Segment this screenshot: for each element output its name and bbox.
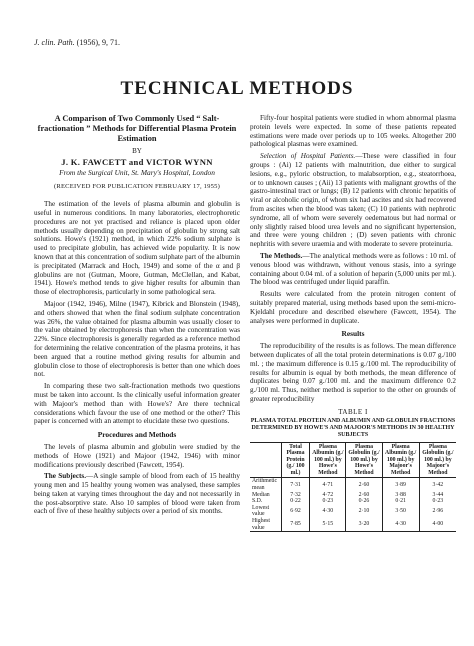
table-cell: 7·31	[281, 478, 310, 492]
table-cell: 0·23	[419, 498, 456, 505]
methods-paragraph-2: Results were calculated from the protein nitrogen content of suitably prepared material, using methods based upon the semi-micro-Kjeldahl procedure and described elsewhere (Fawcett, 1954). The analyses were performed in duplicate.	[250, 290, 456, 325]
table-cell: 3·88	[382, 492, 419, 499]
procedures-heading: Procedures and Methods	[97, 430, 177, 440]
article-title: A Comparison of Two Commonly Used “ Salt-fractionation ” Methods for Differential Plasma Protein Estimation	[37, 114, 237, 143]
table-caption: TABLE I	[338, 407, 368, 416]
results-paragraph: The reproducibility of the results is as follows. The mean difference between duplicates of all the total protein determinations is 0.07 g./100 ml. ; the maximum difference is 0.15 g./100 ml. The reproducibility of results for albumin is equal by both methods, the mean difference of duplicates being 0.07 g./100 ml. and the maximum difference 0.2 g./100 ml. Thus, neither method is superior to the other on grounds of greater reproducibility	[250, 342, 456, 403]
table-row	[250, 478, 456, 492]
subjects-lead: The Subjects.	[44, 472, 87, 481]
selection-lead: Selection of Hospital Patients.	[260, 152, 356, 161]
table-cell: 2·96	[419, 505, 456, 518]
article-authors: J. K. FAWCETT and VICTOR WYNN	[61, 156, 213, 167]
results-heading: Results	[341, 329, 365, 339]
table-cell: 7·85	[281, 518, 310, 532]
table-cell: 5·15	[310, 518, 346, 532]
section-title: TECHNICAL METHODS	[120, 78, 354, 99]
table-cell: Arithmetic mean	[252, 478, 278, 492]
table-row	[250, 492, 456, 499]
table-cell: 2·60	[346, 478, 382, 492]
table-header-cell: Plasma Albumin (g./ 100 ml.) by Majoor's Method	[382, 442, 419, 478]
table-cell: Median	[252, 491, 270, 498]
table-cell: 0·26	[346, 498, 382, 505]
protein-table	[250, 442, 456, 533]
table-cell: Highest value	[250, 518, 281, 532]
table-cell: 7·32	[281, 492, 310, 499]
table-cell: 4·72	[310, 492, 346, 499]
left-column	[34, 114, 240, 519]
intro-paragraph-3: In comparing these two salt-fractionation methods two questions must be taken into account. Is the clinically useful information greater with Majoor's method than with Howe's? Are there technical considerations which favour the use of one method or the other? This paper is concerned with an attempt to elucidate these two questions.	[34, 382, 240, 426]
methods-lead: The Methods.	[260, 251, 303, 260]
table-cell: 4·30	[382, 518, 419, 532]
table-row	[250, 518, 456, 532]
table-cell: 4·00	[419, 518, 456, 532]
journal-reference	[34, 38, 120, 47]
intro-paragraph-1: The estimation of the levels of plasma albumin and globulin is useful in numerous conditions. In many laboratories, electrophoretic procedures are not yet practised and reliance is placed upon older methods usually depending on precipitation of globulin by strong salt solutions. Howe's (1921) method, in which 22% sodium sulphate is used to precipitate globulin, has achieved wide popularity. It is now known that at this concentration of sodium sulphate part of the albumin is precipitated (Marrack and Hoch, 1949) and some of the α and β globulins are not (Gutman, Moore, Gutman, McClellan, and Kabat, 1941). Howe's method tends to give higher results for albumin than those of electrophoresis, particularly in some pathological sera.	[34, 200, 240, 297]
intro-paragraph-2: Majoor (1942, 1946), Milne (1947), Kibrick and Blonstein (1948), and others showed that when the final sodium sulphate concentration was 26%, the value obtained for plasma albumin was usually closer to the value obtained by electrophoresis than when the concentration was 22%. Since electrophoresis is generally regarded as a reference method for determining the relative concentration of the plasma proteins, it has been argued that a routine method giving results for albumin and globulin close to those of electrophoresis is better than one which does not.	[34, 299, 240, 379]
table-cell: 0·23	[310, 498, 346, 505]
table-header-cell: Total Plasma Protein (g./ 100 ml.)	[281, 442, 310, 478]
article-affiliation: From the Surgical Unit, St. Mary's Hospital, London	[59, 167, 215, 177]
selection-paragraph	[250, 152, 456, 249]
table-cell: 2·10	[346, 505, 382, 518]
table-cell: 0·22	[281, 498, 310, 505]
journal-name: J. clin. Path.	[34, 38, 75, 47]
table-header-cell: Plasma Albumin (g./ 100 ml.) by Howe's Method	[310, 442, 346, 478]
table-cell: 4·30	[310, 505, 346, 518]
table-cell: 3·50	[382, 505, 419, 518]
table-cell: 3·20	[346, 518, 382, 532]
subjects-text: —A single sample of blood from each of 15 healthy young men and 15 healthy young women was analysed, these samples being taken at varying times throughout the day and not necessarily in the post-absorptive state. Also 10 samples of blood were taken from each of five of these healthy subjects over a period of six months.	[34, 472, 240, 516]
table-cell: 3·44	[419, 492, 456, 499]
table-title: PLASMA TOTAL PROTEIN AND ALBUMIN AND GLOBULIN FRACTIONS DETERMINED BY HOWE'S AND MAJOOR'S METHODS IN 30 HEALTHY SUBJECTS	[250, 417, 456, 438]
selection-text: —These were classified in four groups : (Ai) 12 patients with malnutrition, due either to surgical lesions, e.g., pyloric obstruction, to malabsorption, e.g., steatorrhoea, or to unknown causes ; (Aii) 13 patients with malignant growths of the gastro-intestinal tract or lungs; (B) 12 patients with chronic hepatitis of viral or alcoholic origin, of whom six had ascites and six had recovered from ascites when the blood was taken; (C) 10 patients with nephrotic syndrome, all of whom were severely oedematous but had normal or only slightly raised blood urea levels and no significant hypertension, and three were young children ; (D) seven patients with chronic nephritis with severe uraemia and with moderate to severe proteinuria.	[250, 152, 457, 249]
table-cell: 2·60	[346, 492, 382, 499]
table-header-row	[250, 442, 456, 478]
table-row	[250, 498, 456, 505]
methods-text: —The analytical methods were as follows : 10 ml. of venous blood was withdrawn, without venous stasis, into a syringe containing about 0.04 ml. of a solution of heparin (5,000 units per ml.). The blood was centrifuged under liquid paraffin.	[250, 251, 456, 287]
subjects-paragraph	[34, 472, 240, 516]
received-date: (RECEIVED FOR PUBLICATION FEBRUARY 17, 1955)	[53, 183, 221, 191]
table-cell: Lowest value	[252, 504, 270, 518]
table-row	[250, 505, 456, 518]
procedures-paragraph: The levels of plasma albumin and globulin were studied by the methods of Howe (1921) and Majoor (1942, 1946) with minor modifications previously described (Fawcett, 1954).	[34, 442, 240, 469]
table-cell: S.D.	[252, 498, 263, 505]
table-header-cell	[250, 442, 281, 478]
table-header-cell: Plasma Globulin (g./ 100 ml.) by Majoor's Method	[419, 442, 456, 478]
byline-by: BY	[132, 147, 142, 155]
table-cell: 4·71	[310, 478, 346, 492]
patients-paragraph: Fifty-four hospital patients were studied in whom abnormal plasma protein levels were expected. In some of these patients repeated estimations were made over periods up to 105 weeks. Altogether 200 pathological plasmas were examined.	[250, 114, 456, 149]
table-cell: 3·89	[382, 478, 419, 492]
table-header-cell: Plasma Globulin (g./ 100 ml.) by Howe's Method	[346, 442, 382, 478]
methods-paragraph	[250, 252, 456, 287]
journal-volume: (1956), 9, 71.	[74, 38, 120, 47]
table-cell: 6·92	[281, 505, 310, 518]
right-column	[250, 114, 456, 532]
table-cell: 0·21	[382, 498, 419, 505]
table-cell: 3·42	[419, 478, 456, 492]
